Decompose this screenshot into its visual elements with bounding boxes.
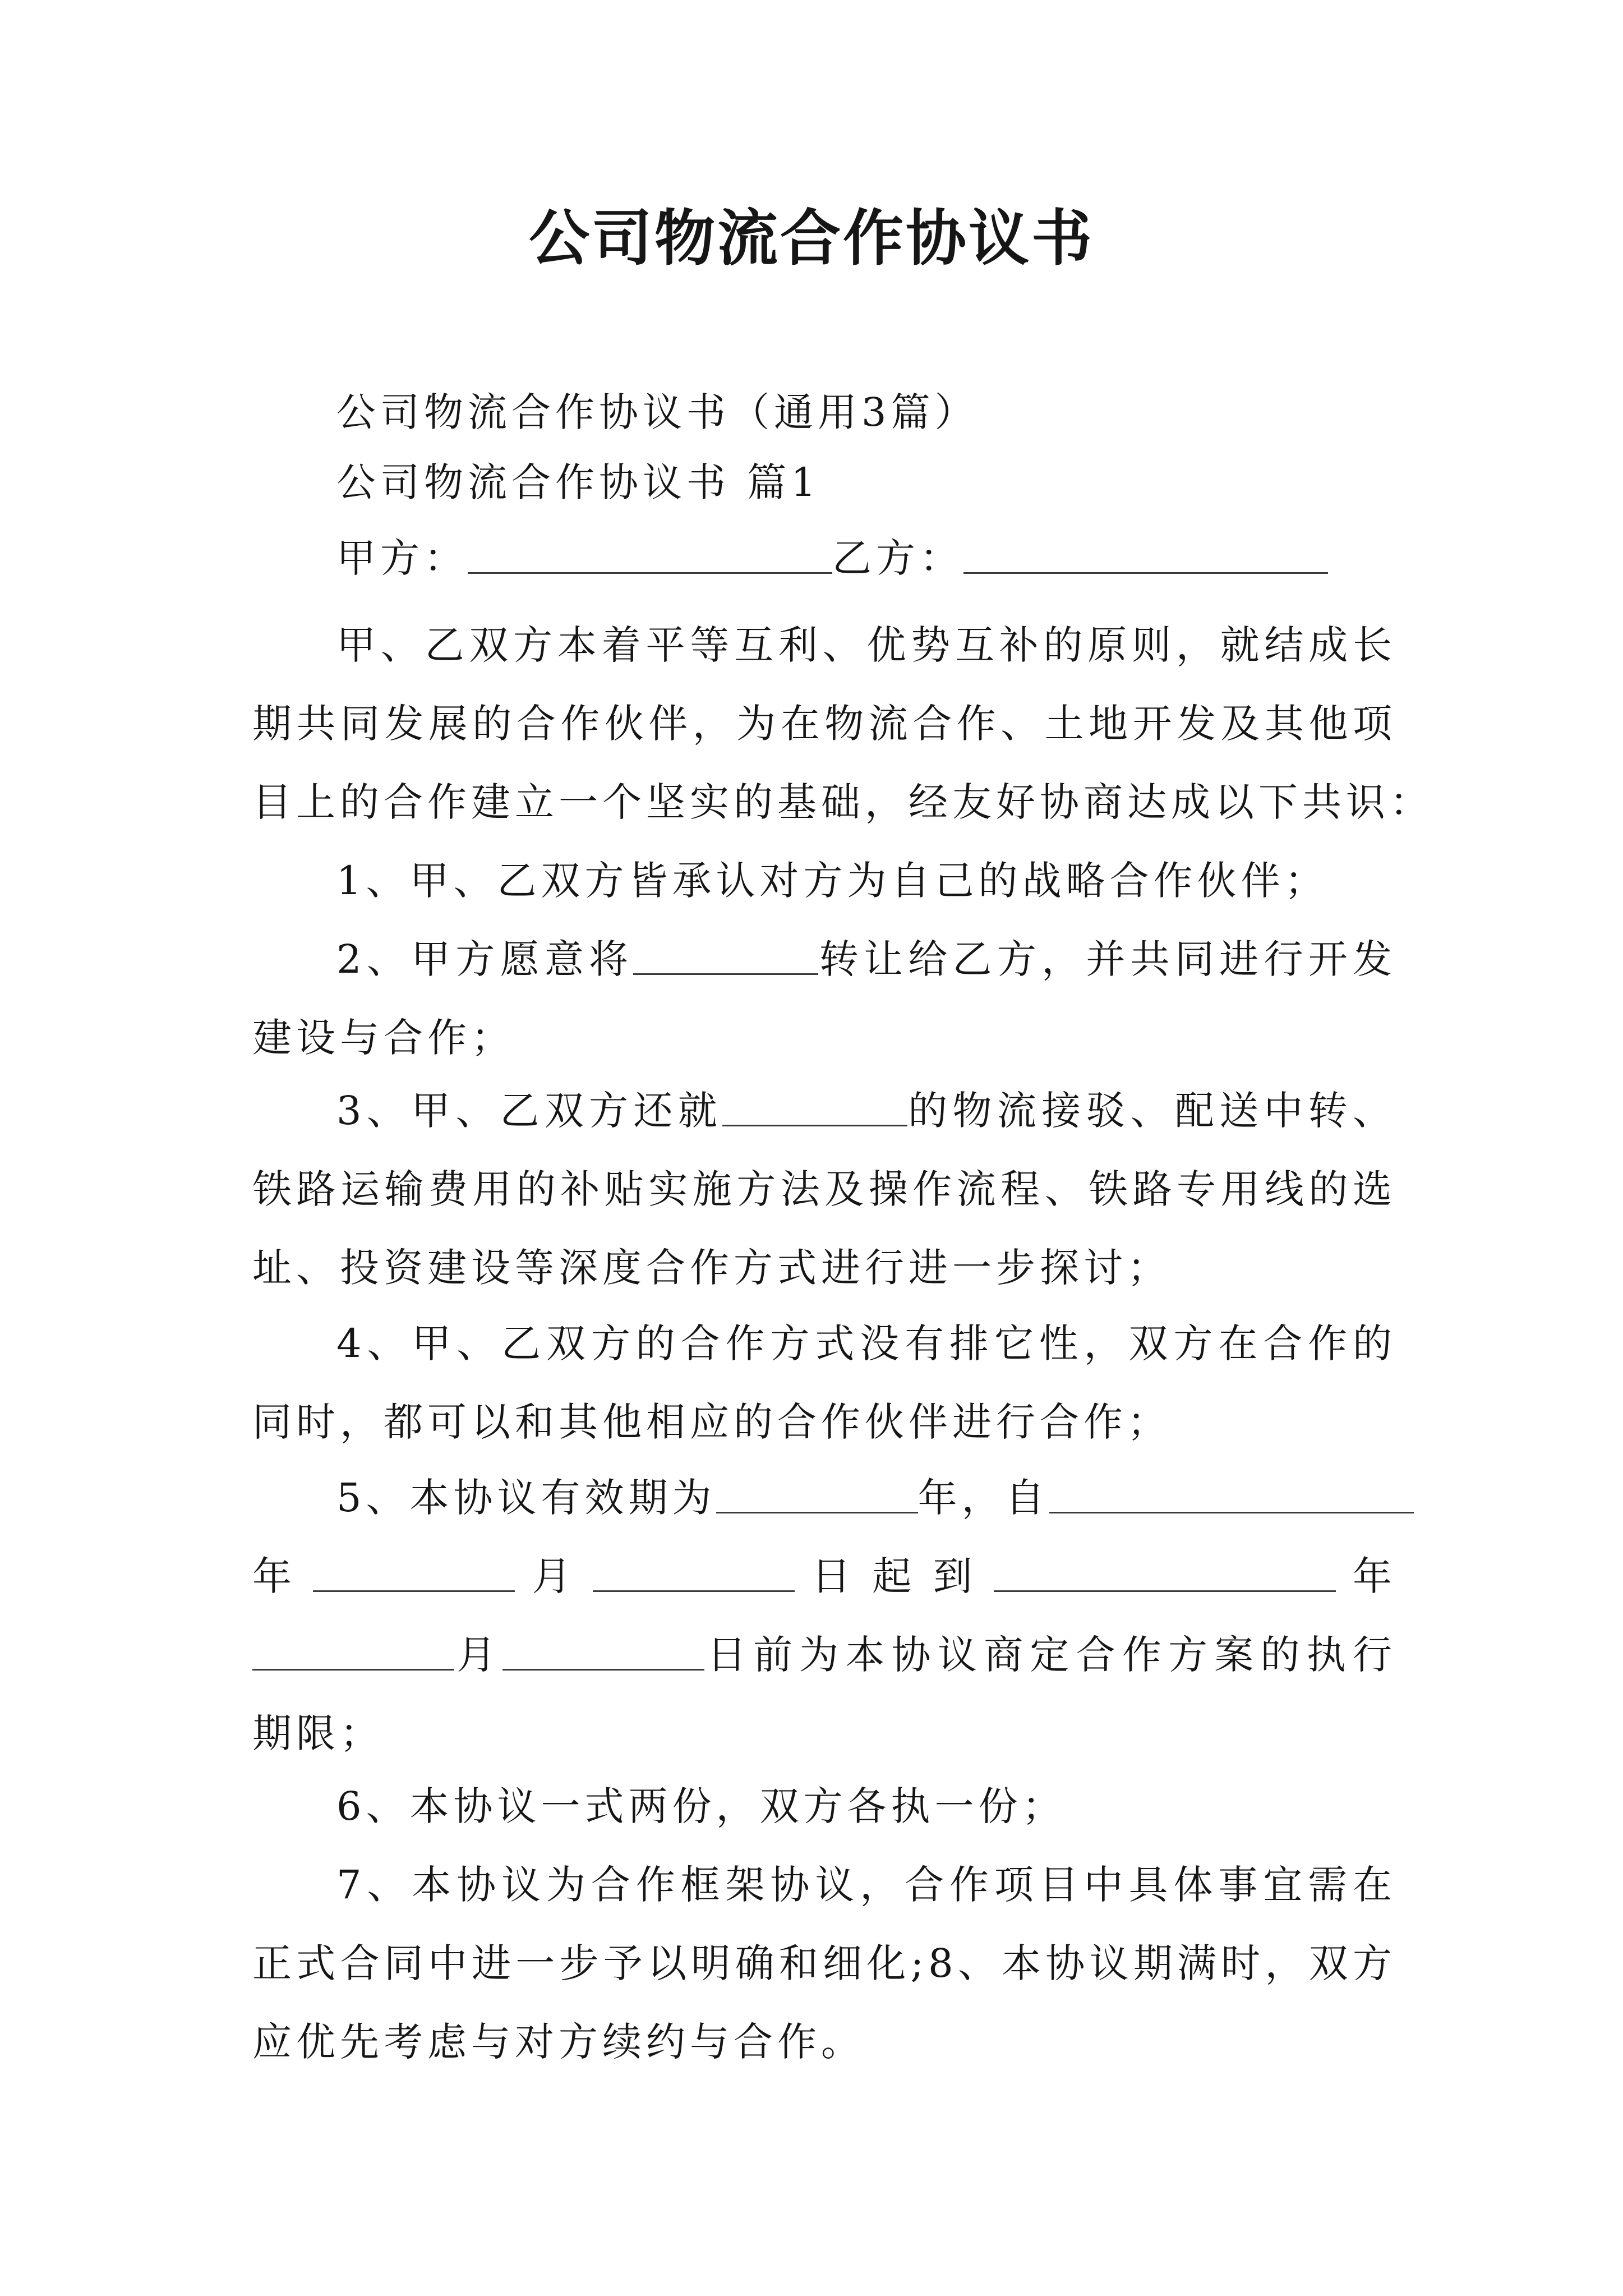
clause-7: 7、本协议为合作框架协议，合作项目中具体事宜需在 正式合同中进一步予以明确和细化;8、本协议期满时，双方 应优先考虑与对方续约与合作。 <box>252 1862 1396 2065</box>
end-month-blank <box>252 1630 454 1671</box>
start-day-blank <box>593 1551 795 1592</box>
party-a-blank <box>468 533 832 574</box>
clause-1: 1、甲、乙双方皆承认对方为自己的战略合作伙伴； <box>336 858 1329 904</box>
start-month-blank <box>313 1551 515 1592</box>
clause-4: 4、甲、乙双方的合作方式没有排它性，双方在合作的 同时，都可以和其他相应的合作伙伴进行合作； <box>252 1320 1396 1445</box>
clause-5: 5、本协议有效期为 年，自 年 月 日起到 年 月 日前为本协议商定合作方案的执行 期限； <box>252 1458 1396 1773</box>
term-years-blank <box>716 1473 918 1513</box>
party-a-label: 甲方： <box>336 535 468 581</box>
party-b-blank <box>963 533 1328 574</box>
section-heading: 公司物流合作协议书 篇1 <box>336 459 820 505</box>
clause-2: 2、甲方愿意将 转让给乙方，并共同进行开发 建设与合作； <box>252 920 1396 1077</box>
party-b-label: 乙方： <box>832 535 963 581</box>
document-title: 公司物流合作协议书 <box>528 203 1094 274</box>
end-day-blank <box>502 1630 704 1671</box>
clause-3: 3、甲、乙双方还就 的物流接驳、配送中转、 铁路运输费用的补贴实施方法及操作流程、铁路专用线的选 址、投资建设等深度合作方式进行进一步探讨； <box>252 1071 1396 1307</box>
clause-3-blank <box>722 1085 907 1126</box>
parties-line <box>252 519 1396 597</box>
clause-2-blank <box>633 934 818 975</box>
clause-6: 6、本协议一式两份，双方各执一份； <box>336 1783 1066 1829</box>
document-subtitle: 公司物流合作协议书（通用3篇） <box>336 389 979 435</box>
end-year-blank <box>994 1551 1336 1592</box>
start-year-blank <box>1049 1473 1414 1513</box>
intro-paragraph: 甲、乙双方本着平等互利、优势互补的原则，就结成长 期共同发展的合作伙伴，为在物流合作、土地开发及其他项 目上的合作建立一个坚实的基础，经友好协商达成以下共识： <box>252 622 1433 825</box>
